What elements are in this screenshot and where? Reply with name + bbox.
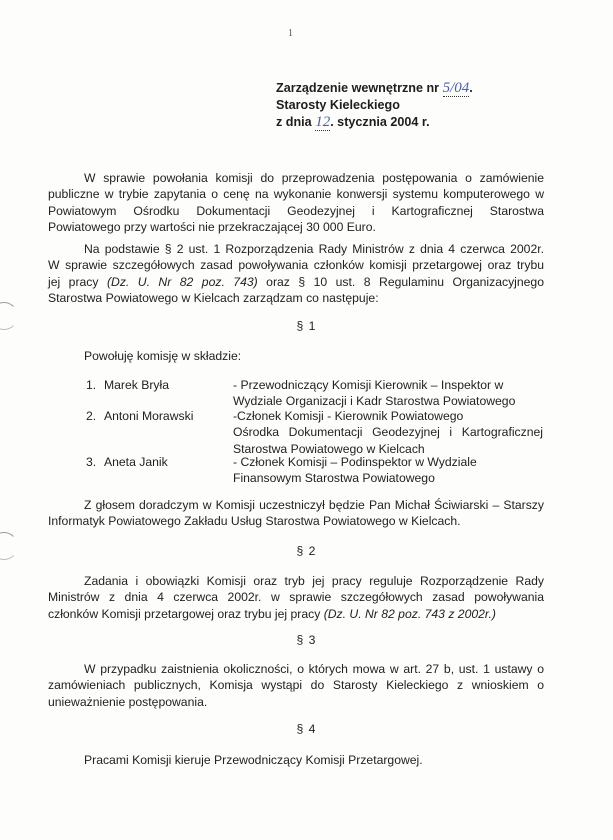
role-line: Starostwa Powiatowego w Kielcach — [233, 441, 425, 456]
section-4-text: Pracami Komisji kieruje Przewodniczący Komisji Przetargowej. — [84, 753, 423, 767]
role-line: -Członek Komisji - Kierownik Powiatowego — [233, 409, 464, 423]
role-line: Wydziale Organizacji i Kadr Starostwa Powiatowego — [233, 394, 516, 409]
committee-intro: Powołuję komisję w składzie: — [84, 349, 242, 363]
member-number: 1. — [86, 378, 97, 392]
intro-line: Powiatowego przy wartości nie przekraczającej 30 000 Euro. — [48, 220, 376, 235]
order-date — [276, 114, 430, 130]
section-3-line: unieważnienie postępowania. — [48, 694, 208, 709]
intro-line: publiczne w trybie zapytania o cenę na wykonanie konwersji systemu komputerowego w — [48, 187, 544, 202]
member-name: Antoni Morawski — [104, 409, 194, 423]
advisory-line: Informatyk Powiatowego Zakładu Usług Starostwa Powiatowego w Kielcach. — [48, 514, 461, 529]
date-prefix: z dnia — [276, 115, 316, 129]
basis-line: W sprawie szczegółowych zasad powoływania członków komisji przetargowej oraz trybu — [48, 258, 544, 273]
advisory-line: Z głosem doradczym w Komisji uczestniczył będzie Pan Michał Ściwiarski – Starszy — [84, 498, 544, 512]
member-role — [233, 408, 543, 457]
basis-line: Na podstawie § 2 ust. 1 Rozporządzenia Rady Ministrów z dnia 4 czerwca 2002r. — [84, 242, 544, 256]
section-4-heading: § 4 — [296, 722, 317, 736]
member-number: 2. — [86, 409, 97, 423]
role-line: - Przewodniczący Komisji Kierownik – Inspektor w — [233, 378, 504, 392]
dots: . — [469, 81, 473, 95]
advisory-paragraph — [48, 497, 544, 530]
role-line: Finansowym Starostwa Powiatowego — [233, 471, 435, 486]
intro-line: Powiatowym Ośrodku Dokumentacji Geodezyjnej i Kartograficznej Starostwa — [48, 203, 544, 218]
member-role — [233, 454, 547, 487]
member-name: Marek Bryła — [104, 378, 170, 392]
legal-reference: (Dz. U. Nr 82 poz. 743) — [106, 274, 258, 289]
section-2-line-ref — [48, 606, 544, 622]
basis-line-ref — [48, 274, 544, 290]
section-2-paragraph — [48, 573, 544, 622]
order-number-handwritten: 5/04 — [442, 80, 470, 96]
section-3-heading: § 3 — [296, 633, 317, 647]
member-role — [233, 377, 547, 410]
date-day-handwritten: 12 — [315, 114, 331, 130]
section-1-heading: § 1 — [296, 319, 317, 333]
section-2-line: Zadania i obowiązki Komisji oraz tryb jej pracy reguluje Rozporządzenie Rady — [84, 574, 544, 588]
section-3-line: zamówieniach publicznych, Komisja wystąpi do Starosty Kieleckiego z wnioskiem o — [48, 678, 544, 693]
basis-line: Starostwa Powiatowego w Kielcach zarządzam co następuje: — [48, 291, 379, 306]
member-number: 3. — [86, 455, 97, 469]
section-3-paragraph — [48, 661, 544, 710]
role-line: - Członek Komisji – Podinspektor w Wydziale — [233, 455, 477, 469]
page-number: 1 — [288, 28, 293, 39]
basis-text: oraz § 10 ust. 8 Regulaminu Organizacyjnego — [257, 274, 544, 289]
section-2-heading: § 2 — [296, 544, 317, 558]
role-line: Ośrodka Dokumentacji Geodezyjnej i Kartograficznej — [233, 425, 543, 440]
section-2-line: Ministrów z dnia 4 czerwca 2002r. w sprawie szczegółowych zasad powoływania — [48, 590, 544, 605]
intro-paragraph — [48, 170, 544, 236]
legal-basis-paragraph — [48, 241, 544, 307]
section-2-text: członków Komisji przetargowej oraz trybu jej pracy — [48, 606, 324, 621]
order-issuer: Starosty Kieleckiego — [276, 98, 400, 112]
intro-line: W sprawie powołania komisji do przeprowadzenia postępowania o zamówienie — [84, 171, 544, 185]
date-suffix: . stycznia 2004 r. — [330, 115, 430, 129]
order-title-text: Zarządzenie wewnętrzne nr — [276, 81, 443, 95]
section-3-line: W przypadku zaistnienia okoliczności, o których mowa w art. 27 b, ust. 1 ustawy o — [84, 662, 544, 676]
basis-text: jej pracy — [48, 274, 107, 289]
legal-reference: (Dz. U. Nr 82 poz. 743 z 2002r.) — [323, 606, 496, 621]
member-name: Aneta Janik — [104, 455, 168, 469]
order-title — [276, 80, 473, 96]
